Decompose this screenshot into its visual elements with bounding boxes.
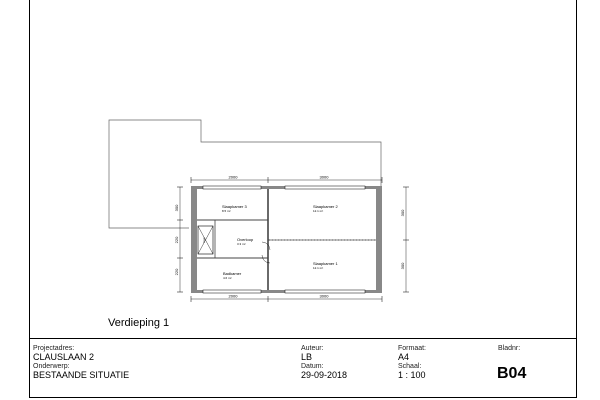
projectadres-value: CLAUSLAAN 2 (33, 352, 95, 362)
projectadres-label: Projectadres: (33, 345, 75, 352)
schaal-label: Schaal: (398, 363, 422, 370)
exterior-wall-left (191, 187, 197, 292)
room-overloop-area: 3.3 m² (237, 242, 246, 246)
dimension-bottom-left: 2000 (228, 293, 238, 299)
roof-outline (109, 120, 381, 228)
title-block (29, 338, 577, 399)
datum-label: Datum: (301, 363, 324, 370)
bladnr-value: B04 (497, 365, 527, 382)
room-badkamer: Badkamer (223, 271, 242, 276)
room-overloop: Overloop (237, 237, 254, 242)
onderwerp-label: Onderwerp: (33, 363, 70, 370)
auteur-value: LB (301, 352, 313, 362)
onderwerp-value: BESTAANDE SITUATIE (33, 370, 130, 380)
room-slaapkamer-1-area: 12.1 m² (313, 266, 324, 270)
dimension-left-middle: 220 (174, 236, 179, 244)
formaat-value: A4 (398, 352, 410, 362)
room-slaapkamer-3: Slaapkamer 3 (222, 204, 247, 209)
datum-value: 29-09-2018 (301, 370, 348, 380)
bladnr-label: Bladnr: (498, 345, 521, 352)
dimension-top-right: 3000 (319, 174, 329, 180)
room-slaapkamer-2-area: 12.1 m² (313, 209, 324, 213)
room-slaapkamer-2: Slaapkamer 2 (313, 204, 338, 209)
window-top-right (285, 186, 365, 189)
view-title: Verdieping 1 (108, 317, 170, 329)
stair-label: trap (202, 237, 206, 243)
room-slaapkamer-3-area: 8.5 m² (222, 209, 231, 213)
formaat-label: Formaat: (398, 345, 427, 352)
dimension-left-upper: 300 (174, 204, 179, 212)
auteur-label: Auteur: (301, 345, 324, 352)
dimension-top-left: 2000 (228, 174, 238, 180)
exterior-wall-right (376, 187, 382, 292)
dimension-left-lower: 220 (174, 268, 179, 276)
schaal-value: 1 : 100 (398, 370, 426, 380)
dimension-right-upper: 300 (400, 209, 405, 217)
window-top-left (203, 186, 261, 189)
dimension-bottom-right: 3000 (319, 293, 329, 299)
room-slaapkamer-1: Slaapkamer 1 (313, 261, 338, 266)
room-badkamer-area: 4.6 m² (223, 276, 232, 280)
dimension-right-lower: 300 (400, 262, 405, 270)
